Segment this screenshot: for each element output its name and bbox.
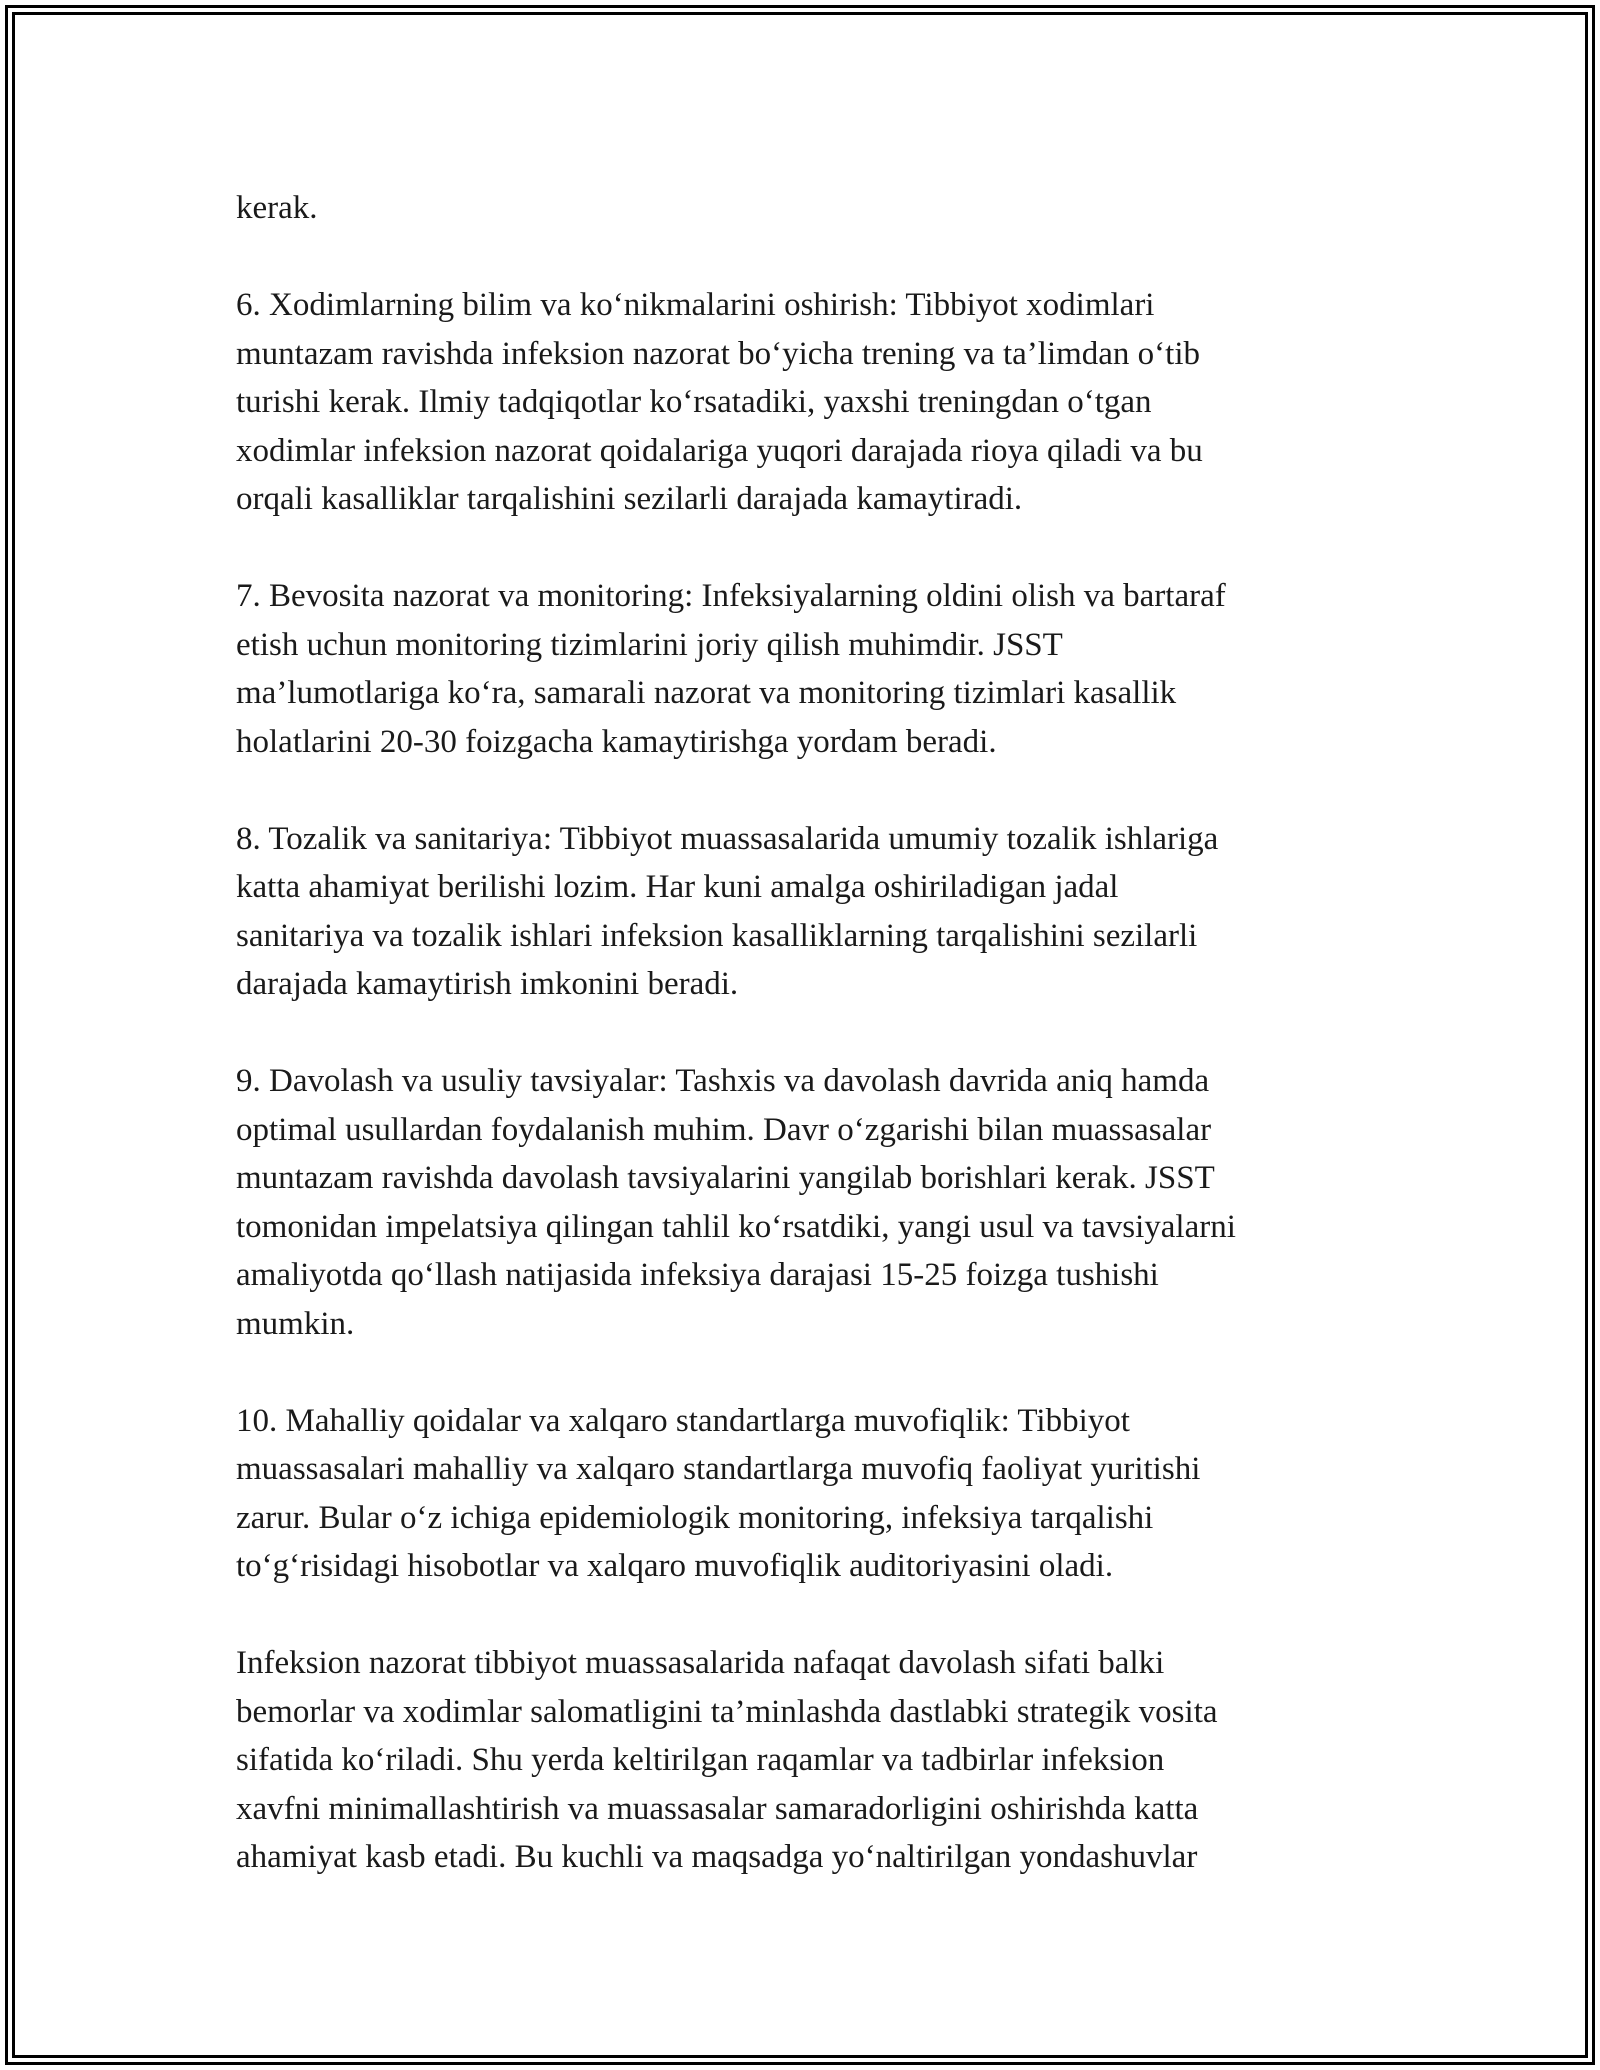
text-line: darajada kamaytirish imkonini beradi.: [236, 966, 739, 1002]
text-line: muntazam ravishda infeksion nazorat bo‘yicha trening va ta’limdan o‘tib: [236, 335, 1201, 372]
text-line: 10. Mahalliy qoidalar va xalqaro standartlarga muvofiqlik: Tibbiyot: [236, 1402, 1130, 1439]
document-body: [236, 184, 1356, 1930]
text-line: sifatida ko‘riladi. Shu yerda keltirilgan raqamlar va tadbirlar infeksion: [236, 1742, 1165, 1778]
text-line: xavfni minimallashtirish va muassasalar samaradorligini oshirishda katta: [236, 1790, 1199, 1827]
text-line: 6. Xodimlarning bilim va ko‘nikmalarini oshirish: Tibbiyot xodimlari: [236, 287, 1155, 323]
text-line: tomonidan impelatsiya qilingan tahlil ko‘rsatdiki, yangi usul va tavsiyalarni: [236, 1208, 1236, 1245]
paragraph-item-10: [236, 1397, 1356, 1591]
text-line: orqali kasalliklar tarqalishini sezilarli darajada kamaytiradi.: [236, 481, 1023, 517]
text-line: holatlarini 20-30 foizgacha kamaytirishga yordam beradi.: [236, 723, 997, 760]
text-line: bemorlar va xodimlar salomatligini ta’minlashda dastlabki strategik vosita: [236, 1693, 1218, 1730]
text-line: turishi kerak. Ilmiy tadqiqotlar ko‘rsatadiki, yaxshi treningdan o‘tgan: [236, 384, 1152, 420]
paragraph-conclusion: [236, 1639, 1356, 1882]
text-line: muntazam ravishda davolash tavsiyalarini yangilab borishlari kerak. JSST: [236, 1160, 1215, 1196]
text-line: katta ahamiyat berilishi lozim. Har kuni amalga oshiriladigan jadal: [236, 869, 1119, 905]
text-line: sanitariya va tozalik ishlari infeksion kasalliklarning tarqalishini sezilarli: [236, 917, 1198, 954]
text-line: to‘g‘risidagi hisobotlar va xalqaro muvofiqlik auditoriyasini oladi.: [236, 1548, 1114, 1584]
text-line: xodimlar infeksion nazorat qoidalariga yuqori darajada rioya qiladi va bu: [236, 432, 1203, 469]
text-line: ma’lumotlariga ko‘ra, samarali nazorat va monitoring tizimlari kasallik: [236, 675, 1177, 711]
paragraph-continuation: [236, 184, 1356, 233]
text-line: etish uchun monitoring tizimlarini joriy qilish muhimdir. JSST: [236, 626, 1063, 663]
text-line: muassasalari mahalliy va xalqaro standartlarga muvofiq faoliyat yuritishi: [236, 1451, 1201, 1487]
text-line: zarur. Bular o‘z ichiga epidemiologik monitoring, infeksiya tarqalishi: [236, 1499, 1154, 1536]
text-line: 9. Davolash va usuliy tavsiyalar: Tashxis va davolash davrida aniq hamda: [236, 1063, 1210, 1099]
paragraph-item-6: [236, 281, 1356, 524]
text-line: kerak.: [236, 190, 318, 226]
text-line: mumkin.: [236, 1305, 355, 1342]
text-line: 7. Bevosita nazorat va monitoring: Infeksiyalarning oldini olish va bartaraf: [236, 578, 1226, 614]
text-line: optimal usullardan foydalanish muhim. Davr o‘zgarishi bilan muassasalar: [236, 1111, 1212, 1148]
text-line: Infeksion nazorat tibbiyot muassasalarida nafaqat davolash sifati balki: [236, 1645, 1165, 1681]
text-line: 8. Tozalik va sanitariya: Tibbiyot muassasalarida umumiy tozalik ishlariga: [236, 820, 1219, 857]
paragraph-item-8: [236, 815, 1356, 1009]
paragraph-item-9: [236, 1057, 1356, 1348]
text-line: amaliyotda qo‘llash natijasida infeksiya darajasi 15-25 foizga tushishi: [236, 1257, 1159, 1293]
text-line: ahamiyat kasb etadi. Bu kuchli va maqsadga yo‘naltirilgan yondashuvlar: [236, 1839, 1198, 1875]
paragraph-item-7: [236, 572, 1356, 766]
